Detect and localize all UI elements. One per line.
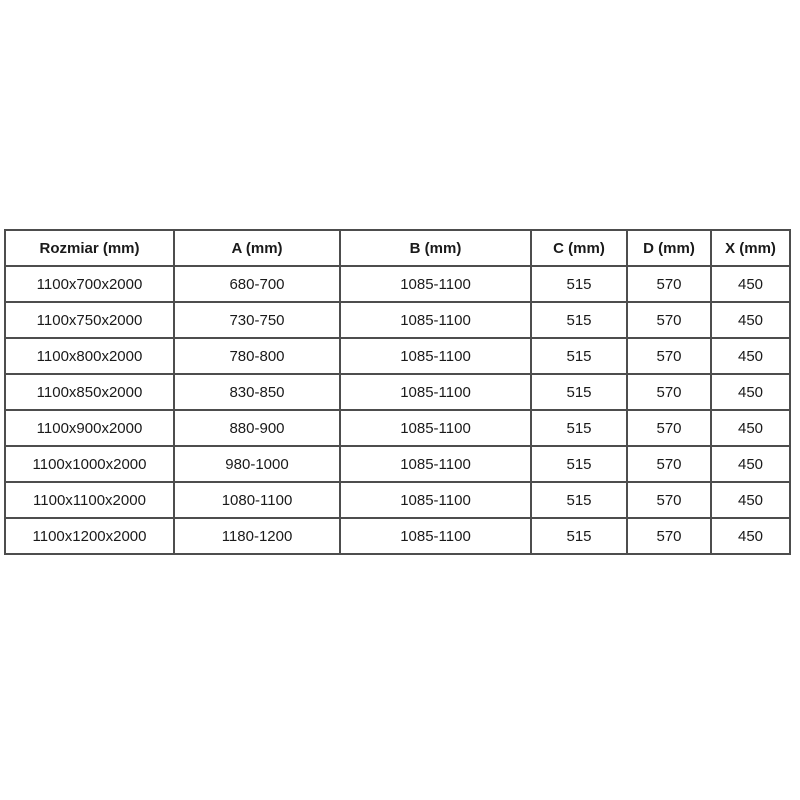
table-row xyxy=(5,482,790,518)
table-cell: 830-850 xyxy=(174,374,340,410)
table-cell: 515 xyxy=(531,302,627,338)
table-cell: 570 xyxy=(627,302,711,338)
table-cell: 570 xyxy=(627,266,711,302)
table-row xyxy=(5,410,790,446)
table-cell: 450 xyxy=(711,302,790,338)
table-cell: 1100x900x2000 xyxy=(5,410,174,446)
table-cell: 1080-1100 xyxy=(174,482,340,518)
table-cell: 450 xyxy=(711,374,790,410)
table-cell: 570 xyxy=(627,338,711,374)
table-cell: 880-900 xyxy=(174,410,340,446)
table-cell: 515 xyxy=(531,482,627,518)
table-row xyxy=(5,266,790,302)
table-cell: 570 xyxy=(627,446,711,482)
table-cell: 570 xyxy=(627,410,711,446)
table-cell: 515 xyxy=(531,374,627,410)
table-cell: 1085-1100 xyxy=(340,374,531,410)
table-cell: 1100x1000x2000 xyxy=(5,446,174,482)
table-row xyxy=(5,338,790,374)
table-body xyxy=(5,266,790,554)
table-row xyxy=(5,446,790,482)
header-cell: X (mm) xyxy=(711,230,790,266)
table-cell: 1085-1100 xyxy=(340,266,531,302)
header-cell: Rozmiar (mm) xyxy=(5,230,174,266)
table-cell: 450 xyxy=(711,518,790,554)
table-cell: 1100x800x2000 xyxy=(5,338,174,374)
table-cell: 450 xyxy=(711,446,790,482)
table-cell: 570 xyxy=(627,374,711,410)
table-cell: 680-700 xyxy=(174,266,340,302)
table-cell: 515 xyxy=(531,266,627,302)
table-cell: 1100x850x2000 xyxy=(5,374,174,410)
table-cell: 1100x700x2000 xyxy=(5,266,174,302)
table-cell: 515 xyxy=(531,446,627,482)
table-cell: 1085-1100 xyxy=(340,410,531,446)
table-cell: 1085-1100 xyxy=(340,302,531,338)
table-cell: 1100x1100x2000 xyxy=(5,482,174,518)
table-row xyxy=(5,302,790,338)
header-cell: A (mm) xyxy=(174,230,340,266)
table-cell: 1085-1100 xyxy=(340,446,531,482)
table-cell: 450 xyxy=(711,266,790,302)
table-cell: 515 xyxy=(531,518,627,554)
header-cell: D (mm) xyxy=(627,230,711,266)
table-cell: 730-750 xyxy=(174,302,340,338)
table-cell: 1085-1100 xyxy=(340,518,531,554)
table-row xyxy=(5,518,790,554)
table-header-row xyxy=(5,230,790,266)
table-cell: 980-1000 xyxy=(174,446,340,482)
table-cell: 515 xyxy=(531,410,627,446)
table-head xyxy=(5,230,790,266)
table-cell: 1180-1200 xyxy=(174,518,340,554)
table-cell: 450 xyxy=(711,410,790,446)
table-cell: 1100x750x2000 xyxy=(5,302,174,338)
table-row xyxy=(5,374,790,410)
table-cell: 450 xyxy=(711,338,790,374)
table-cell: 1085-1100 xyxy=(340,482,531,518)
table-cell: 780-800 xyxy=(174,338,340,374)
header-cell: C (mm) xyxy=(531,230,627,266)
size-table xyxy=(4,229,791,555)
table-cell: 1100x1200x2000 xyxy=(5,518,174,554)
table-cell: 570 xyxy=(627,482,711,518)
table-cell: 570 xyxy=(627,518,711,554)
table-cell: 515 xyxy=(531,338,627,374)
header-cell: B (mm) xyxy=(340,230,531,266)
table-cell: 450 xyxy=(711,482,790,518)
table-cell: 1085-1100 xyxy=(340,338,531,374)
